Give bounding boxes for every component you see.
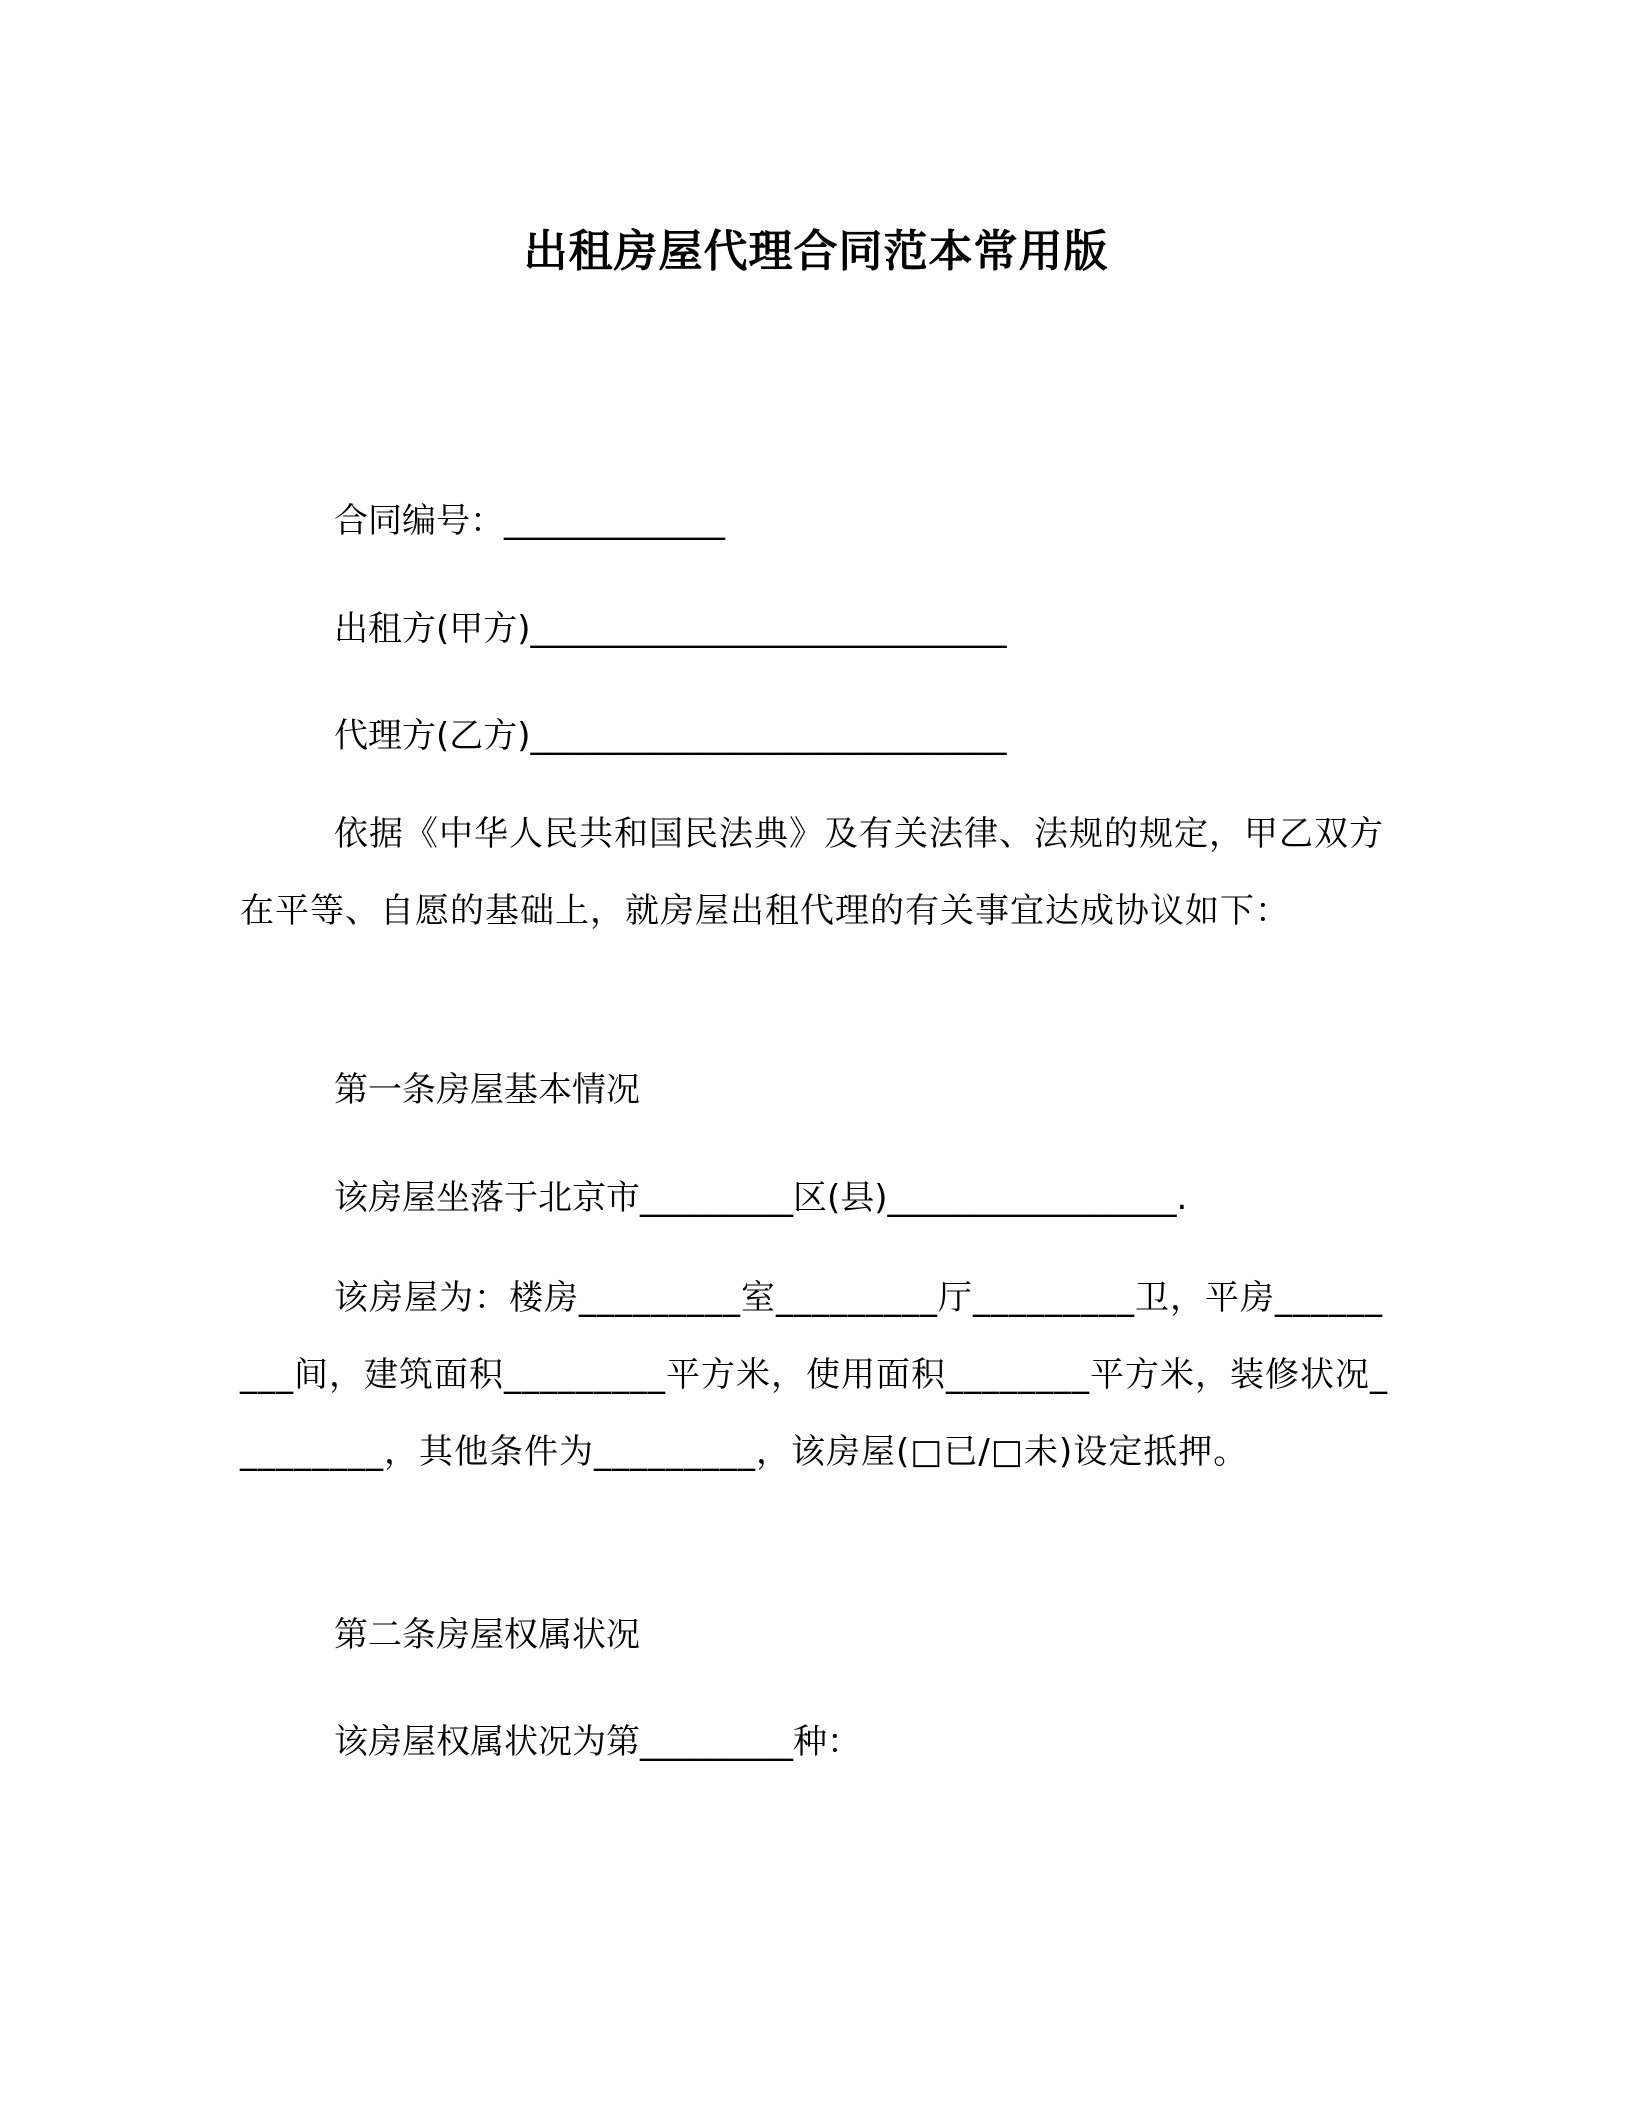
article-1-location: 该房屋坐落于北京市_________区(县)_________________. (334, 1178, 1188, 1218)
article-2-heading: 第二条房屋权属状况 (334, 1615, 640, 1655)
article-2-text: 该房屋权属状况为第_________种： (334, 1722, 861, 1762)
lessor-field: 出租方(甲方)____________________________ (334, 609, 1007, 649)
preamble-paragraph: 依据《中华人民共和国民法典》及有关法律、法规的规定，甲乙双方在平等、自愿的基础上，就房屋出租代理的有关事宜达成协议如下： (240, 814, 1384, 931)
article-1-details: 该房屋为：楼房_________室_________厅_________卫，平房_________间，建筑面积_________平方米，使用面积________平方米，装修状况_________，其他条件为_________，该房屋(□已/□未)设定抵押。 (240, 1278, 1388, 1472)
contract-number-field: 合同编号：_____________ (334, 501, 725, 541)
agent-field: 代理方(乙方)____________________________ (334, 716, 1007, 756)
document-title: 出租房屋代理合同范本常用版 (523, 226, 1109, 277)
article-1-heading: 第一条房屋基本情况 (334, 1070, 640, 1110)
